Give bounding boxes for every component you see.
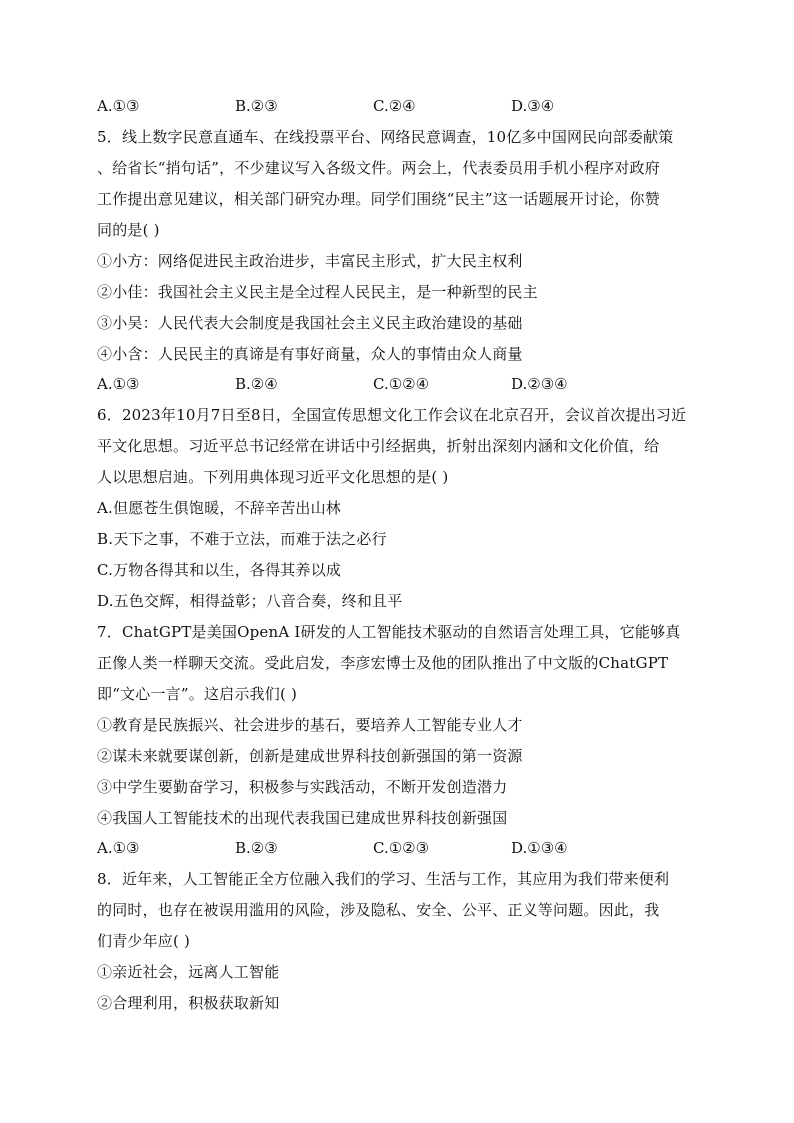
- q7-stem-line: 7．ChatGPT是美国OpenA Ⅰ研发的人工智能技术驱动的自然语言处理工具，它能够真: [97, 623, 681, 641]
- q6-choice-b[interactable]: B.天下之事，不难于立法，而难于法之必行: [97, 530, 387, 548]
- q4-option-b[interactable]: B.②③: [235, 97, 278, 115]
- q6-choice-a[interactable]: A.但愿苍生俱饱暖，不辞辛苦出山林: [97, 499, 342, 517]
- q7-option-a[interactable]: A.①③: [97, 839, 140, 857]
- q7-option-d[interactable]: D.①③④: [511, 839, 568, 857]
- q8-statement: ①亲近社会，远离人工智能: [97, 963, 280, 981]
- q7-option-b[interactable]: B.②③: [235, 839, 278, 857]
- q8-stem-line: 的同时，也存在被误用滥用的风险，涉及隐私、安全、公平、正义等问题。因此，我: [97, 901, 660, 919]
- q5-stem-line: 工作提出意见建议，相关部门研究办理。同学们围绕“民主”这一话题展开讨论，你赞: [97, 190, 660, 208]
- q4-options: [97, 96, 707, 116]
- q5-statement: ①小方：网络促进民主政治进步，丰富民主形式，扩大民主权利: [97, 252, 523, 270]
- q7-stem-line: 即“文心一言”。这启示我们( ): [97, 685, 298, 703]
- q8-stem-line: 们青少年应( ): [97, 932, 191, 950]
- q5-statement: ④小含：人民民主的真谛是有事好商量，众人的事情由众人商量: [97, 345, 523, 363]
- q5-option-c[interactable]: C.①②④: [373, 375, 430, 393]
- q7-statement: ④我国人工智能技术的出现代表我国已建成世界科技创新强国: [97, 809, 508, 827]
- q6-stem-line: 6．2023年10月7日至8日，全国宣传思想文化工作会议在北京召开，会议首次提出习近: [97, 406, 687, 424]
- q4-option-a[interactable]: A.①③: [97, 97, 140, 115]
- q7-statement: ②谋未来就要谋创新，创新是建成世界科技创新强国的第一资源: [97, 747, 523, 765]
- q4-option-c[interactable]: C.②④: [373, 97, 416, 115]
- q5-option-b[interactable]: B.②④: [235, 375, 278, 393]
- q4-option-d[interactable]: D.③④: [511, 97, 555, 115]
- q6-stem-line: 人以思想启迪。下列用典体现习近平文化思想的是( ): [97, 468, 449, 486]
- q7-option-c[interactable]: C.①②③: [373, 839, 430, 857]
- q5-statement: ③小吴：人民代表大会制度是我国社会主义民主政治建设的基础: [97, 314, 523, 332]
- q5-statement: ②小佳：我国社会主义民主是全过程人民民主，是一种新型的民主: [97, 283, 538, 301]
- q7-statement: ①教育是民族振兴、社会进步的基石，要培养人工智能专业人才: [97, 716, 523, 734]
- q5-stem-line: 、给省长“捎句话”，不少建议写入各级文件。两会上，代表委员用手机小程序对政府: [97, 159, 660, 177]
- q7-stem-line: 正像人类一样聊天交流。受此启发，李彦宏博士及他的团队推出了中文版的ChatGPT: [97, 654, 669, 672]
- q5-stem-line: 同的是( ): [97, 221, 160, 239]
- q7-options: [97, 838, 707, 858]
- q5-option-d[interactable]: D.②③④: [511, 375, 568, 393]
- q5-option-a[interactable]: A.①③: [97, 375, 140, 393]
- q6-choice-c[interactable]: C.万物各得其和以生，各得其养以成: [97, 561, 342, 579]
- q5-options: [97, 374, 707, 394]
- q6-choice-d[interactable]: D.五色交辉，相得益彰；八音合奏，终和且平: [97, 592, 403, 610]
- q5-stem-line: 5．线上数字民意直通车、在线投票平台、网络民意调查，10亿多中国网民向部委献策: [97, 128, 674, 146]
- q8-stem-line: 8．近年来，人工智能正全方位融入我们的学习、生活与工作，其应用为我们带来便利: [97, 870, 670, 888]
- q8-statement: ②合理利用，积极获取新知: [97, 994, 280, 1012]
- q7-statement: ③中学生要勤奋学习，积极参与实践活动，不断开发创造潜力: [97, 778, 508, 796]
- q6-stem-line: 平文化思想。习近平总书记经常在讲话中引经据典，折射出深刻内涵和文化价值，给: [97, 437, 660, 455]
